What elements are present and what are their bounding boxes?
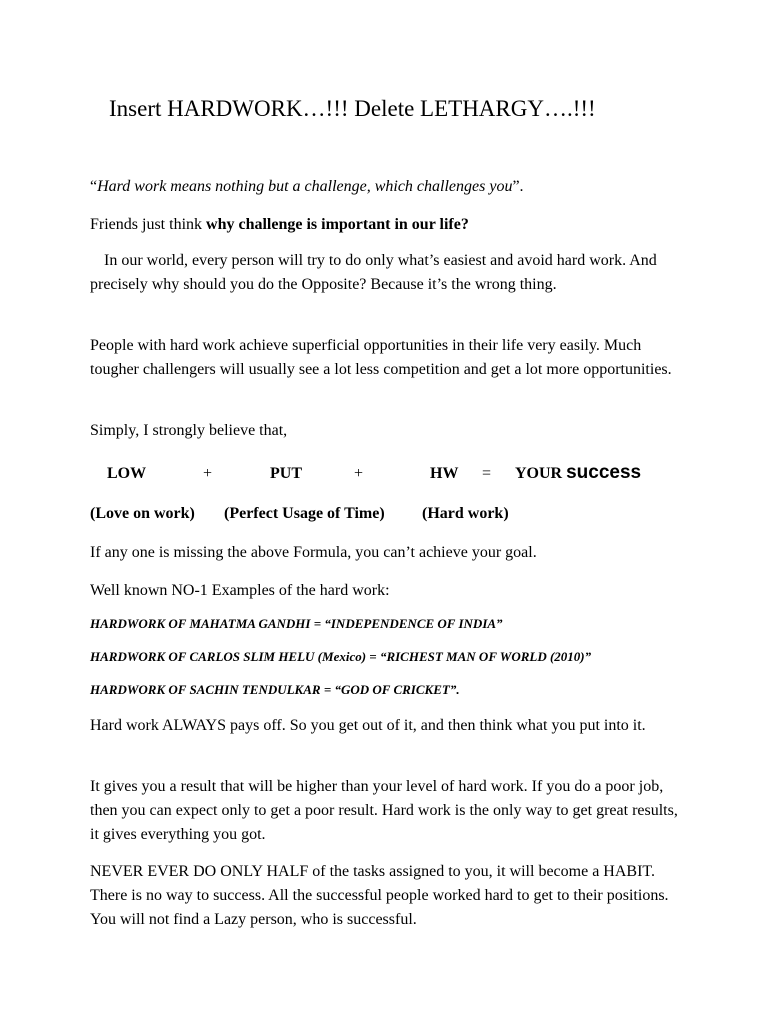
result-paragraph: It gives you a result that will be higher than your level of hard work. If you do a poor job, then you can expect only to get a poor result. Hard work is the only way to get great results, it gives everything you got. [90,778,678,843]
quote-close-mark: ”. [512,178,524,195]
formula-low-definition: (Love on work) [90,505,195,522]
quote-text: Hard work means nothing but a challenge, which challenges you [97,178,513,195]
formula-hw-definition: (Hard work) [422,505,509,522]
never-paragraph: NEVER EVER DO ONLY HALF of the tasks assigned to you, it will become a HABIT. There is no way to success. All the successful people worked hard to get to their positions. You will not find a Lazy person, who is successful. [90,863,669,928]
example-item: HARDWORK OF CARLOS SLIM HELU (Mexico) = “RICHEST MAN OF WORLD (2010)” [90,649,592,664]
formula-your: YOUR [515,465,567,482]
known-examples-paragraph: Well known NO-1 Examples of the hard work: [90,582,390,599]
formula-success: success [566,462,642,483]
friends-question: why challenge is important in our life? [206,216,469,233]
formula-hw: HW [430,465,459,482]
pays-off-paragraph: Hard work ALWAYS pays off. So you get out of it, and then think what you put into it. [90,717,646,734]
formula-result [515,462,641,484]
page-title: Insert HARDWORK…!!! Delete LETHARGY….!!! [109,96,596,121]
example-item: HARDWORK OF SACHIN TENDULKAR = “GOD OF CRICKET”. [90,682,460,697]
formula-equals: = [482,465,492,482]
people-paragraph: People with hard work achieve superficial opportunities in their life very easily. Much tougher challengers will usually see a lot less competition and get a lot more opportunities. [90,337,672,378]
example-item: HARDWORK OF MAHATMA GANDHI = “INDEPENDENCE OF INDIA” [90,616,503,631]
missing-paragraph: If any one is missing the above Formula, you can’t achieve your goal. [90,544,537,561]
friends-prefix: Friends just think [90,216,207,233]
quote-open-mark: “ [90,178,98,195]
quote-paragraph [90,175,690,199]
formula-put-definition: (Perfect Usage of Time) [224,505,385,522]
friends-paragraph [90,213,690,237]
world-paragraph: In our world, every person will try to do only what’s easiest and avoid hard work. And precisely why should you do the Opposite? Because it’s the wrong thing. [90,252,657,293]
formula-plus-1: + [203,465,213,482]
formula-low: LOW [107,465,147,482]
formula-plus-2: + [354,465,364,482]
simply-paragraph: Simply, I strongly believe that, [90,422,288,439]
formula-put: PUT [270,465,302,482]
